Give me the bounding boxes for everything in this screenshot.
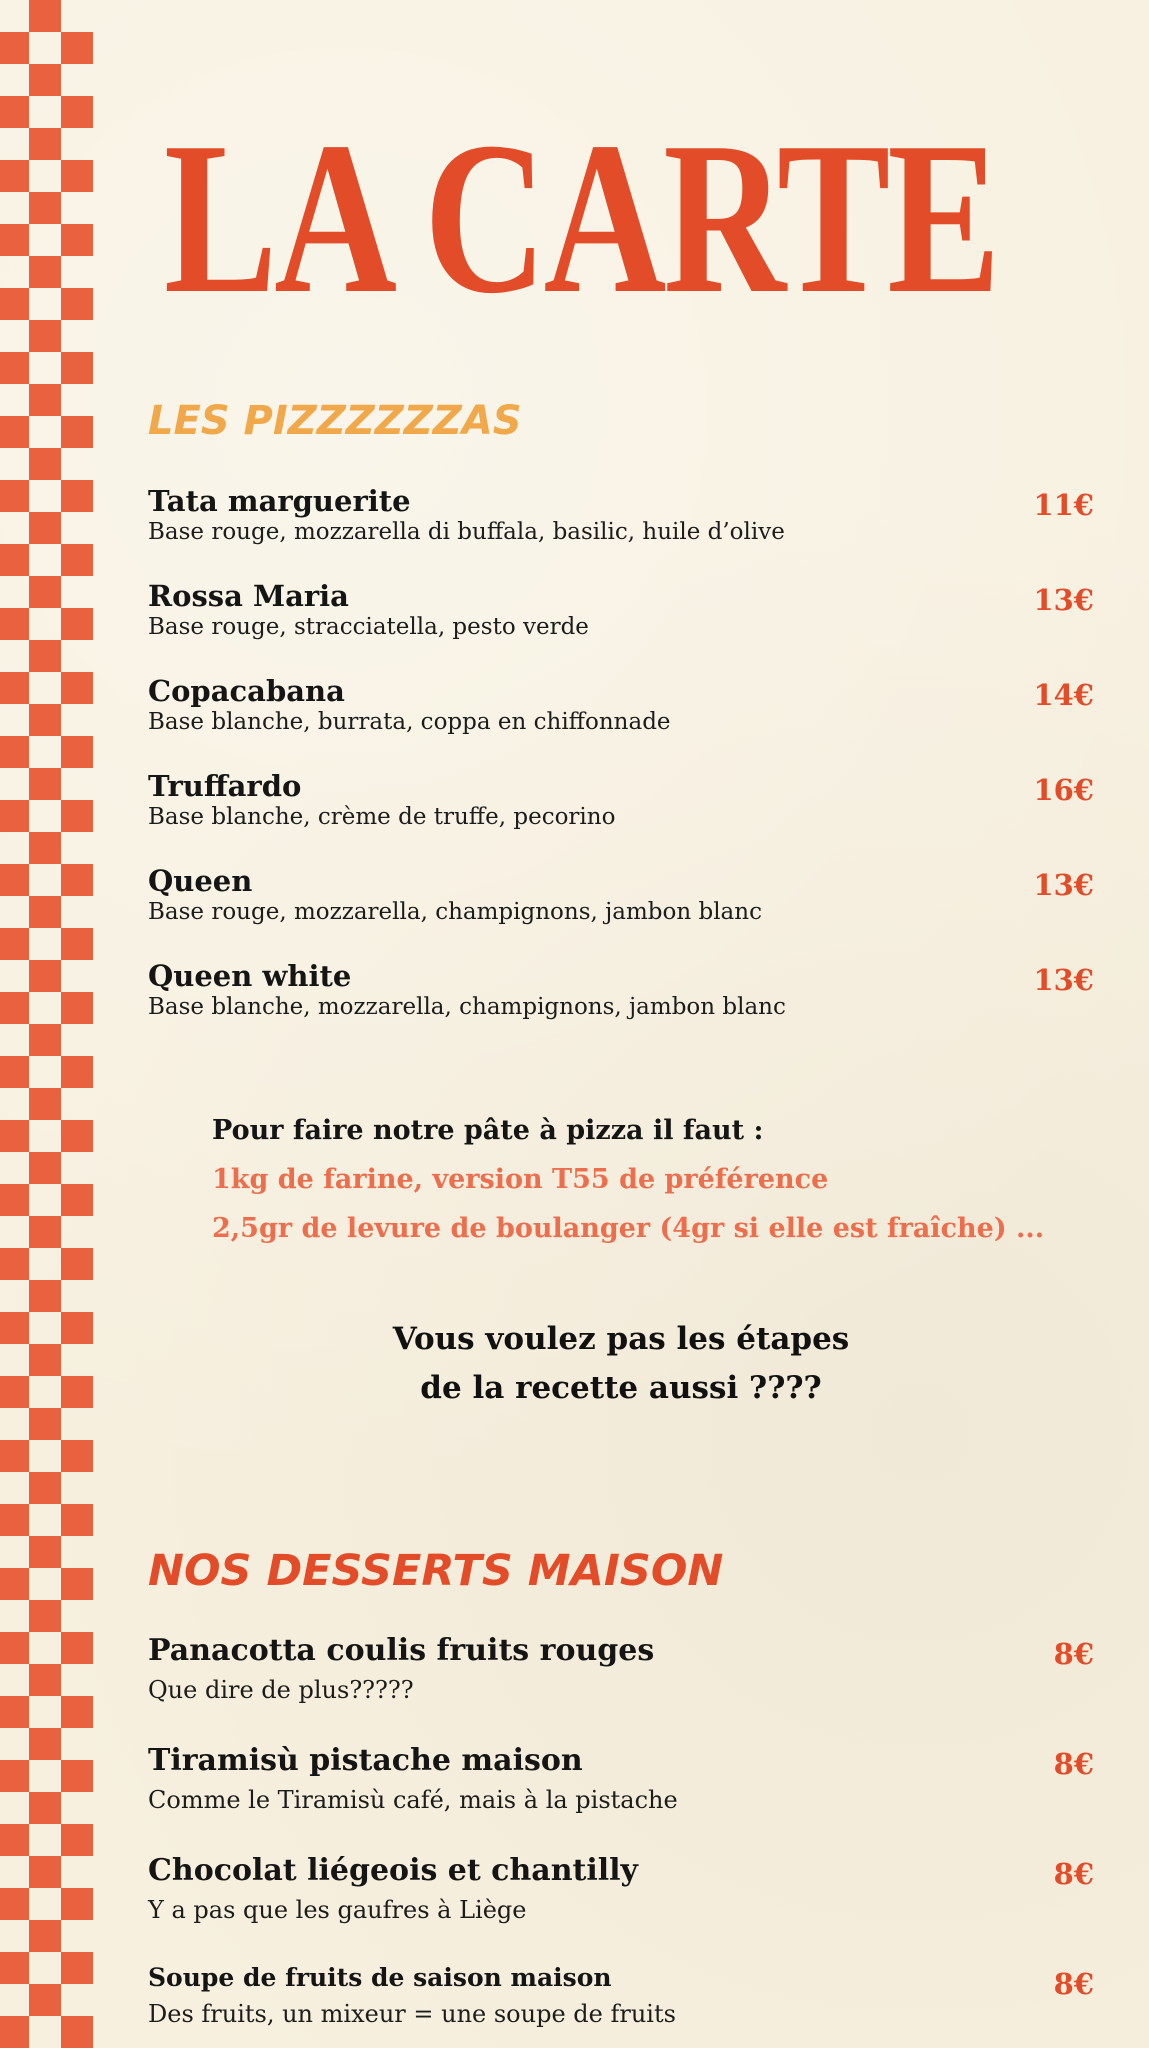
pizza-price: 13€ — [1033, 583, 1094, 617]
pizza-description: Base blanche, mozzarella, champignons, jambon blanc — [148, 994, 786, 1020]
dessert-description: Comme le Tiramisù café, mais à la pistache — [148, 1786, 678, 1814]
dessert-description: Y a pas que les gaufres à Liège — [148, 1896, 527, 1924]
dessert-name: Chocolat liégeois et chantilly — [148, 1853, 638, 1888]
pizza-description: Base rouge, mozzarella di buffala, basilic, huile d’olive — [148, 519, 785, 545]
recipe-flour: 1kg de farine, version T55 de préférence — [212, 1164, 829, 1195]
pizza-description: Base blanche, burrata, coppa en chiffonnade — [148, 709, 671, 735]
dessert-name: Panacotta coulis fruits rouges — [148, 1633, 655, 1668]
pizza-name: Copacabana — [148, 674, 345, 708]
dessert-description: Des fruits, un mixeur = une soupe de fruits — [148, 2000, 676, 2028]
pizza-item — [148, 769, 1094, 830]
checkered-border — [0, 0, 93, 2048]
dessert-section-title: NOS DESSERTS MAISON — [148, 1546, 724, 1596]
dessert-price: 8€ — [1053, 1747, 1094, 1781]
recipe-yeast: 2,5gr de levure de boulanger (4gr si elle est fraîche) ... — [212, 1213, 1045, 1244]
pizza-item — [148, 674, 1094, 735]
pizza-item — [148, 959, 1094, 1020]
pizza-description: Base rouge, mozzarella, champignons, jambon blanc — [148, 899, 762, 925]
pizza-section-title: LES PIZZZZZZAS — [148, 398, 522, 444]
pizza-description: Base blanche, crème de truffe, pecorino — [148, 804, 616, 830]
dessert-price: 8€ — [1053, 1967, 1094, 2001]
pizza-name: Rossa Maria — [148, 579, 349, 613]
pizza-price: 11€ — [1033, 488, 1094, 522]
question-line-2: de la recette aussi ???? — [420, 1370, 822, 1406]
pizza-name: Queen — [148, 864, 253, 898]
dessert-name: Tiramisù pistache maison — [148, 1743, 583, 1778]
dessert-item — [148, 1743, 1094, 1814]
dessert-item — [148, 1853, 1094, 1924]
dessert-description: Que dire de plus????? — [148, 1676, 414, 1704]
pizza-item — [148, 484, 1094, 545]
pizza-price: 13€ — [1033, 868, 1094, 902]
pizza-price: 16€ — [1033, 773, 1094, 807]
pizza-item — [148, 579, 1094, 640]
pizza-description: Base rouge, stracciatella, pesto verde — [148, 614, 589, 640]
pizza-name: Tata marguerite — [148, 484, 411, 518]
pizza-price: 14€ — [1033, 678, 1094, 712]
pizza-name: Truffardo — [148, 769, 302, 803]
dessert-price: 8€ — [1053, 1857, 1094, 1891]
recipe-question — [0, 1315, 1149, 1413]
pizza-price: 13€ — [1033, 963, 1094, 997]
dessert-price: 8€ — [1053, 1637, 1094, 1671]
dessert-item — [148, 1633, 1094, 1704]
pizza-name: Queen white — [148, 959, 352, 993]
pizza-item — [148, 864, 1094, 925]
dessert-name: Soupe de fruits de saison maison — [148, 1963, 612, 1992]
page-title: LA CARTE — [163, 98, 998, 339]
dessert-item — [148, 1963, 1094, 2028]
question-line-1: Vous voulez pas les étapes — [392, 1321, 850, 1357]
recipe-intro: Pour faire notre pâte à pizza il faut : — [212, 1115, 764, 1146]
recipe-note — [212, 1115, 1044, 1244]
